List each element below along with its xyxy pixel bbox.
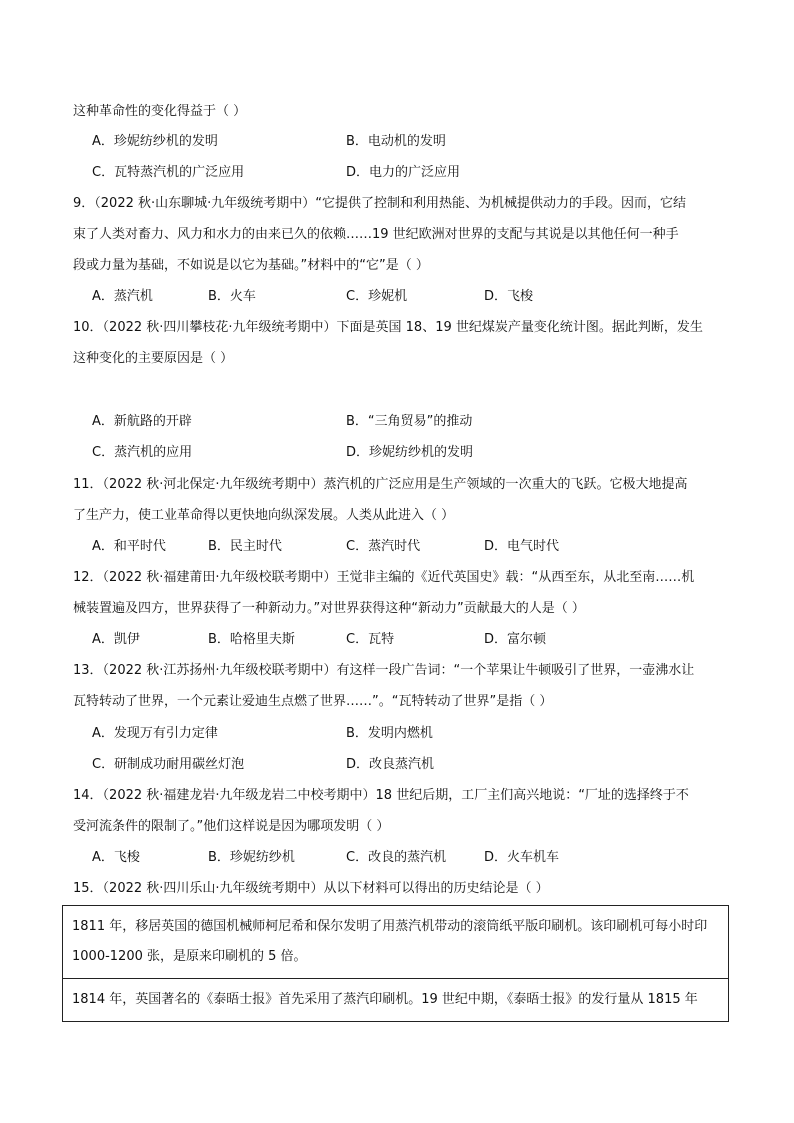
- q9-option-c[interactable]: C．珍妮机: [346, 289, 408, 304]
- q12-option-d[interactable]: D．富尔顿: [484, 632, 547, 647]
- q8-stem: 这种革命性的变化得益于（ ）: [73, 104, 247, 119]
- q11-option-b[interactable]: B．民主时代: [208, 539, 282, 554]
- q13-stem-line-2: 瓦特转动了世界，一个元素让爱迪生点燃了世界……”。“瓦特转动了世界”是指（ ）: [73, 694, 553, 709]
- q13-option-c[interactable]: C．研制成功耐用碳丝灯泡: [92, 757, 245, 772]
- q12-option-a[interactable]: A．凯伊: [92, 632, 140, 647]
- q11-option-c[interactable]: C．蒸汽时代: [346, 539, 421, 554]
- q14-stem-line-2: 受河流条件的限制了。”他们这样说是因为哪项发明（ ）: [73, 819, 390, 834]
- q9-option-d[interactable]: D．飞梭: [484, 289, 534, 304]
- q10-stem-line-2: 这种变化的主要原因是（ ）: [73, 351, 234, 366]
- q10-option-d[interactable]: D．珍妮纺纱机的发明: [346, 445, 474, 460]
- q9-stem-line-2: 束了人类对畜力、风力和水力的由来已久的依赖……19 世纪欧洲对世界的支配与其说是以其他任何一种手: [73, 227, 679, 242]
- q11-option-a[interactable]: A．和平时代: [92, 539, 166, 554]
- q10-option-a[interactable]: A．新航路的开辟: [92, 414, 192, 429]
- q15-material-1: 1811 年，移居英国的德国机械师柯尼希和保尔发明了用蒸汽机带动的滚筒纸平版印刷机。该印刷机可每小时印 1000-1200 张，是原来印刷机的 5 倍。: [63, 906, 729, 979]
- q10-option-b[interactable]: B．“三角贸易”的推动: [346, 414, 473, 429]
- table-row: [63, 979, 729, 1022]
- table-row: [63, 906, 729, 979]
- q13-option-d[interactable]: D．改良蒸汽机: [346, 757, 435, 772]
- q9-option-b[interactable]: B．火车: [208, 289, 256, 304]
- q10-stem-line-1: 10．（2022 秋·四川攀枝花·九年级统考期中）下面是英国 18、19 世纪煤炭产量变化统计图。据此判断，发生: [73, 320, 703, 335]
- q12-option-c[interactable]: C．瓦特: [346, 632, 395, 647]
- q9-stem-line-1: 9．（2022 秋·山东聊城·九年级统考期中）“它提供了控制和利用热能、为机械提供动力的手段。因而，它结: [73, 196, 686, 211]
- q14-stem-line-1: 14．（2022 秋·福建龙岩·九年级龙岩二中校考期中）18 世纪后期，工厂主们高兴地说：“厂址的选择终于不: [73, 788, 689, 803]
- q15-material-2: 1814 年，英国著名的《泰晤士报》首先采用了蒸汽印刷机。19 世纪中期，《泰晤士报》的发行量从 1815 年: [63, 979, 729, 1022]
- q8-option-c[interactable]: C．瓦特蒸汽机的广泛应用: [92, 165, 245, 180]
- q13-stem-line-1: 13．（2022 秋·江苏扬州·九年级校联考期中）有这样一段广告词：“一个苹果让牛顿吸引了世界，一壶沸水让: [73, 663, 695, 678]
- q12-option-b[interactable]: B．哈格里夫斯: [208, 632, 295, 647]
- q12-stem-line-1: 12．（2022 秋·福建莆田·九年级校联考期中）王觉非主编的《近代英国史》载：“从西至东，从北至南……机: [73, 570, 695, 585]
- q14-option-c[interactable]: C．改良的蒸汽机: [346, 850, 447, 865]
- q10-option-c[interactable]: C．蒸汽机的应用: [92, 445, 193, 460]
- q8-option-b[interactable]: B．电动机的发明: [346, 134, 446, 149]
- q13-option-a[interactable]: A．发现万有引力定律: [92, 726, 218, 741]
- q15-stem-line-1: 15．（2022 秋·四川乐山·九年级统考期中）从以下材料可以得出的历史结论是（ ）: [73, 881, 549, 896]
- q13-option-b[interactable]: B．发明内燃机: [346, 726, 433, 741]
- q11-option-d[interactable]: D．电气时代: [484, 539, 560, 554]
- q8-option-a[interactable]: A．珍妮纺纱机的发明: [92, 134, 218, 149]
- q11-stem-line-1: 11．（2022 秋·河北保定·九年级统考期中）蒸汽机的广泛应用是生产领域的一次重大的飞跃。它极大地提高: [73, 477, 688, 492]
- q12-stem-line-2: 械装置遍及四方，世界获得了一种新动力。”对世界获得这种“新动力”贡献最大的人是（ ）: [73, 601, 585, 616]
- q8-option-d[interactable]: D．电力的广泛应用: [346, 165, 461, 180]
- q9-stem-line-3: 段或力量为基础，不如说是以它为基础。”材料中的“它”是（ ）: [73, 258, 429, 273]
- q11-stem-line-2: 了生产力，使工业革命得以更快地向纵深发展。人类从此进入（ ）: [73, 508, 455, 523]
- q14-option-b[interactable]: B．珍妮纺纱机: [208, 850, 295, 865]
- q14-option-a[interactable]: A．飞梭: [92, 850, 140, 865]
- q14-option-d[interactable]: D．火车机车: [484, 850, 560, 865]
- q15-material-table: [62, 905, 729, 1022]
- q9-option-a[interactable]: A．蒸汽机: [92, 289, 153, 304]
